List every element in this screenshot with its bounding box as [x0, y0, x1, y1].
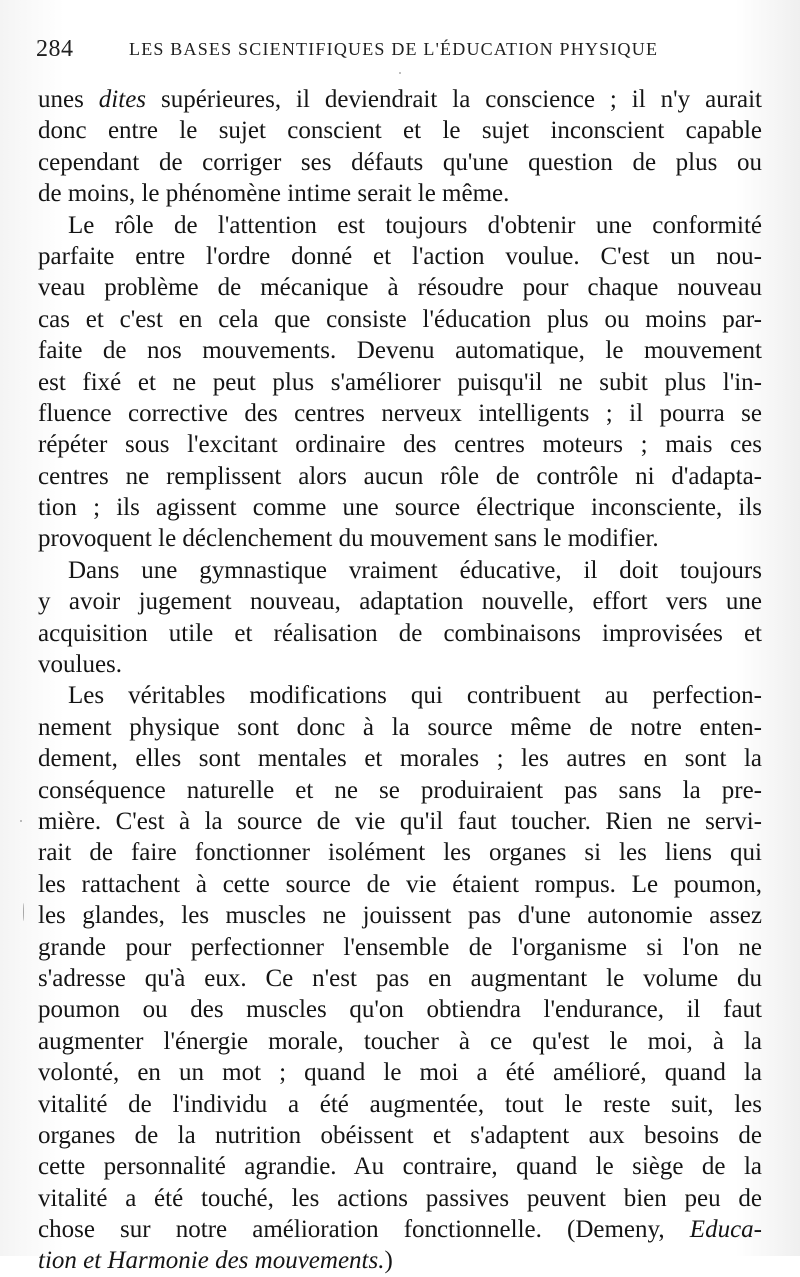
- text-line: répéter sous l'excitant ordinaire des centres moteurs ; mais ces: [38, 431, 762, 459]
- text-line: nement physique sont donc à la source même de notre enten-: [38, 713, 762, 741]
- text-line: volonté, en un mot ; quand le moi a été amélioré, quand la: [38, 1059, 762, 1087]
- text-line: parfaite entre l'ordre donné et l'action voulue. C'est un nou-: [38, 242, 762, 270]
- text-line: grande pour perfectionner l'ensemble de l'organisme si l'on ne: [38, 933, 762, 961]
- text-line: s'adresse qu'à eux. Ce n'est pas en augmentant le volume du: [38, 964, 762, 992]
- text-line: cependant de corriger ses défauts qu'une question de plus ou: [38, 148, 762, 176]
- paper-speck: [20, 820, 22, 822]
- text-line: cette personnalité agrandie. Au contraire, quand le siège de la: [38, 1153, 762, 1181]
- text-line: veau problème de mécanique à résoudre pour chaque nouveau: [38, 274, 762, 302]
- page-header: [36, 36, 756, 70]
- text-line: centres ne remplissent alors aucun rôle de contrôle ni d'adapta-: [38, 462, 762, 490]
- text-line: tion ; ils agissent comme une source électrique inconsciente, ils: [38, 494, 762, 522]
- text-line: vitalité a été touché, les actions passives peuvent bien peu de: [38, 1184, 762, 1212]
- text-line: dement, elles sont mentales et morales ; les autres en sont la: [38, 745, 762, 773]
- text-line: unes dites supérieures, il deviendrait la conscience ; il n'y aurait: [38, 86, 763, 113]
- text-line: y avoir jugement nouveau, adaptation nouvelle, effort vers une: [38, 588, 762, 616]
- page-number: 284: [36, 36, 74, 62]
- paper-speck: [23, 903, 24, 921]
- text-line: poumon ou des muscles qu'on obtiendra l'endurance, il faut: [38, 996, 762, 1024]
- text-line: tion et Harmonie des mouvements.): [38, 1247, 393, 1275]
- text-line: acquisition utile et réalisation de combinaisons improvisées et: [38, 619, 762, 647]
- text-line: conséquence naturelle et ne se produiraient pas sans la pre-: [38, 776, 762, 804]
- text-line: voulues.: [38, 651, 123, 679]
- text-line: cas et c'est en cela que consiste l'éducation plus ou moins par-: [38, 305, 762, 333]
- paragraph-start-line: Les véritables modifications qui contribuent au perfection-: [68, 682, 762, 710]
- text-line: les glandes, les muscles ne jouissent pas d'une autonomie assez: [38, 902, 762, 930]
- running-title: LES BASES SCIENTIFIQUES DE L'ÉDUCATION PHYSIQUE: [129, 39, 659, 59]
- text-line: de moins, le phénomène intime serait le même.: [38, 180, 510, 208]
- text-line: fluence corrective des centres nerveux intelligents ; il pourra se: [38, 399, 762, 427]
- text-line: mière. C'est à la source de vie qu'il faut toucher. Rien ne servi-: [38, 807, 762, 835]
- body-text: [38, 84, 762, 1277]
- text-line: chose sur notre amélioration fonctionnelle. (Demeny, Educa-: [38, 1216, 762, 1244]
- text-line: rait de faire fonctionner isolément les organes si les liens qui: [38, 839, 762, 867]
- text-line: donc entre le sujet conscient et le sujet inconscient capable: [38, 117, 762, 145]
- text-line: augmenter l'énergie morale, toucher à ce qu'est le moi, à la: [38, 1027, 762, 1055]
- text-line: organes de la nutrition obéissent et s'adaptent aux besoins de: [38, 1121, 762, 1149]
- text-line: faite de nos mouvements. Devenu automatique, le mouvement: [38, 337, 762, 365]
- text-line: vitalité de l'individu a été augmentée, tout le reste suit, les: [38, 1090, 762, 1118]
- paragraph-start-line: Dans une gymnastique vraiment éducative, il doit toujours: [68, 556, 762, 584]
- paragraph-start-line: Le rôle de l'attention est toujours d'obtenir une conformité: [68, 211, 762, 239]
- paper-speck: [399, 72, 401, 74]
- text-line: les rattachent à cette source de vie étaient rompus. Le poumon,: [38, 870, 762, 898]
- text-line: provoquent le déclenchement du mouvement sans le modifier.: [38, 525, 659, 553]
- text-line: est fixé et ne peut plus s'améliorer puisqu'il ne subit plus l'in-: [38, 368, 762, 396]
